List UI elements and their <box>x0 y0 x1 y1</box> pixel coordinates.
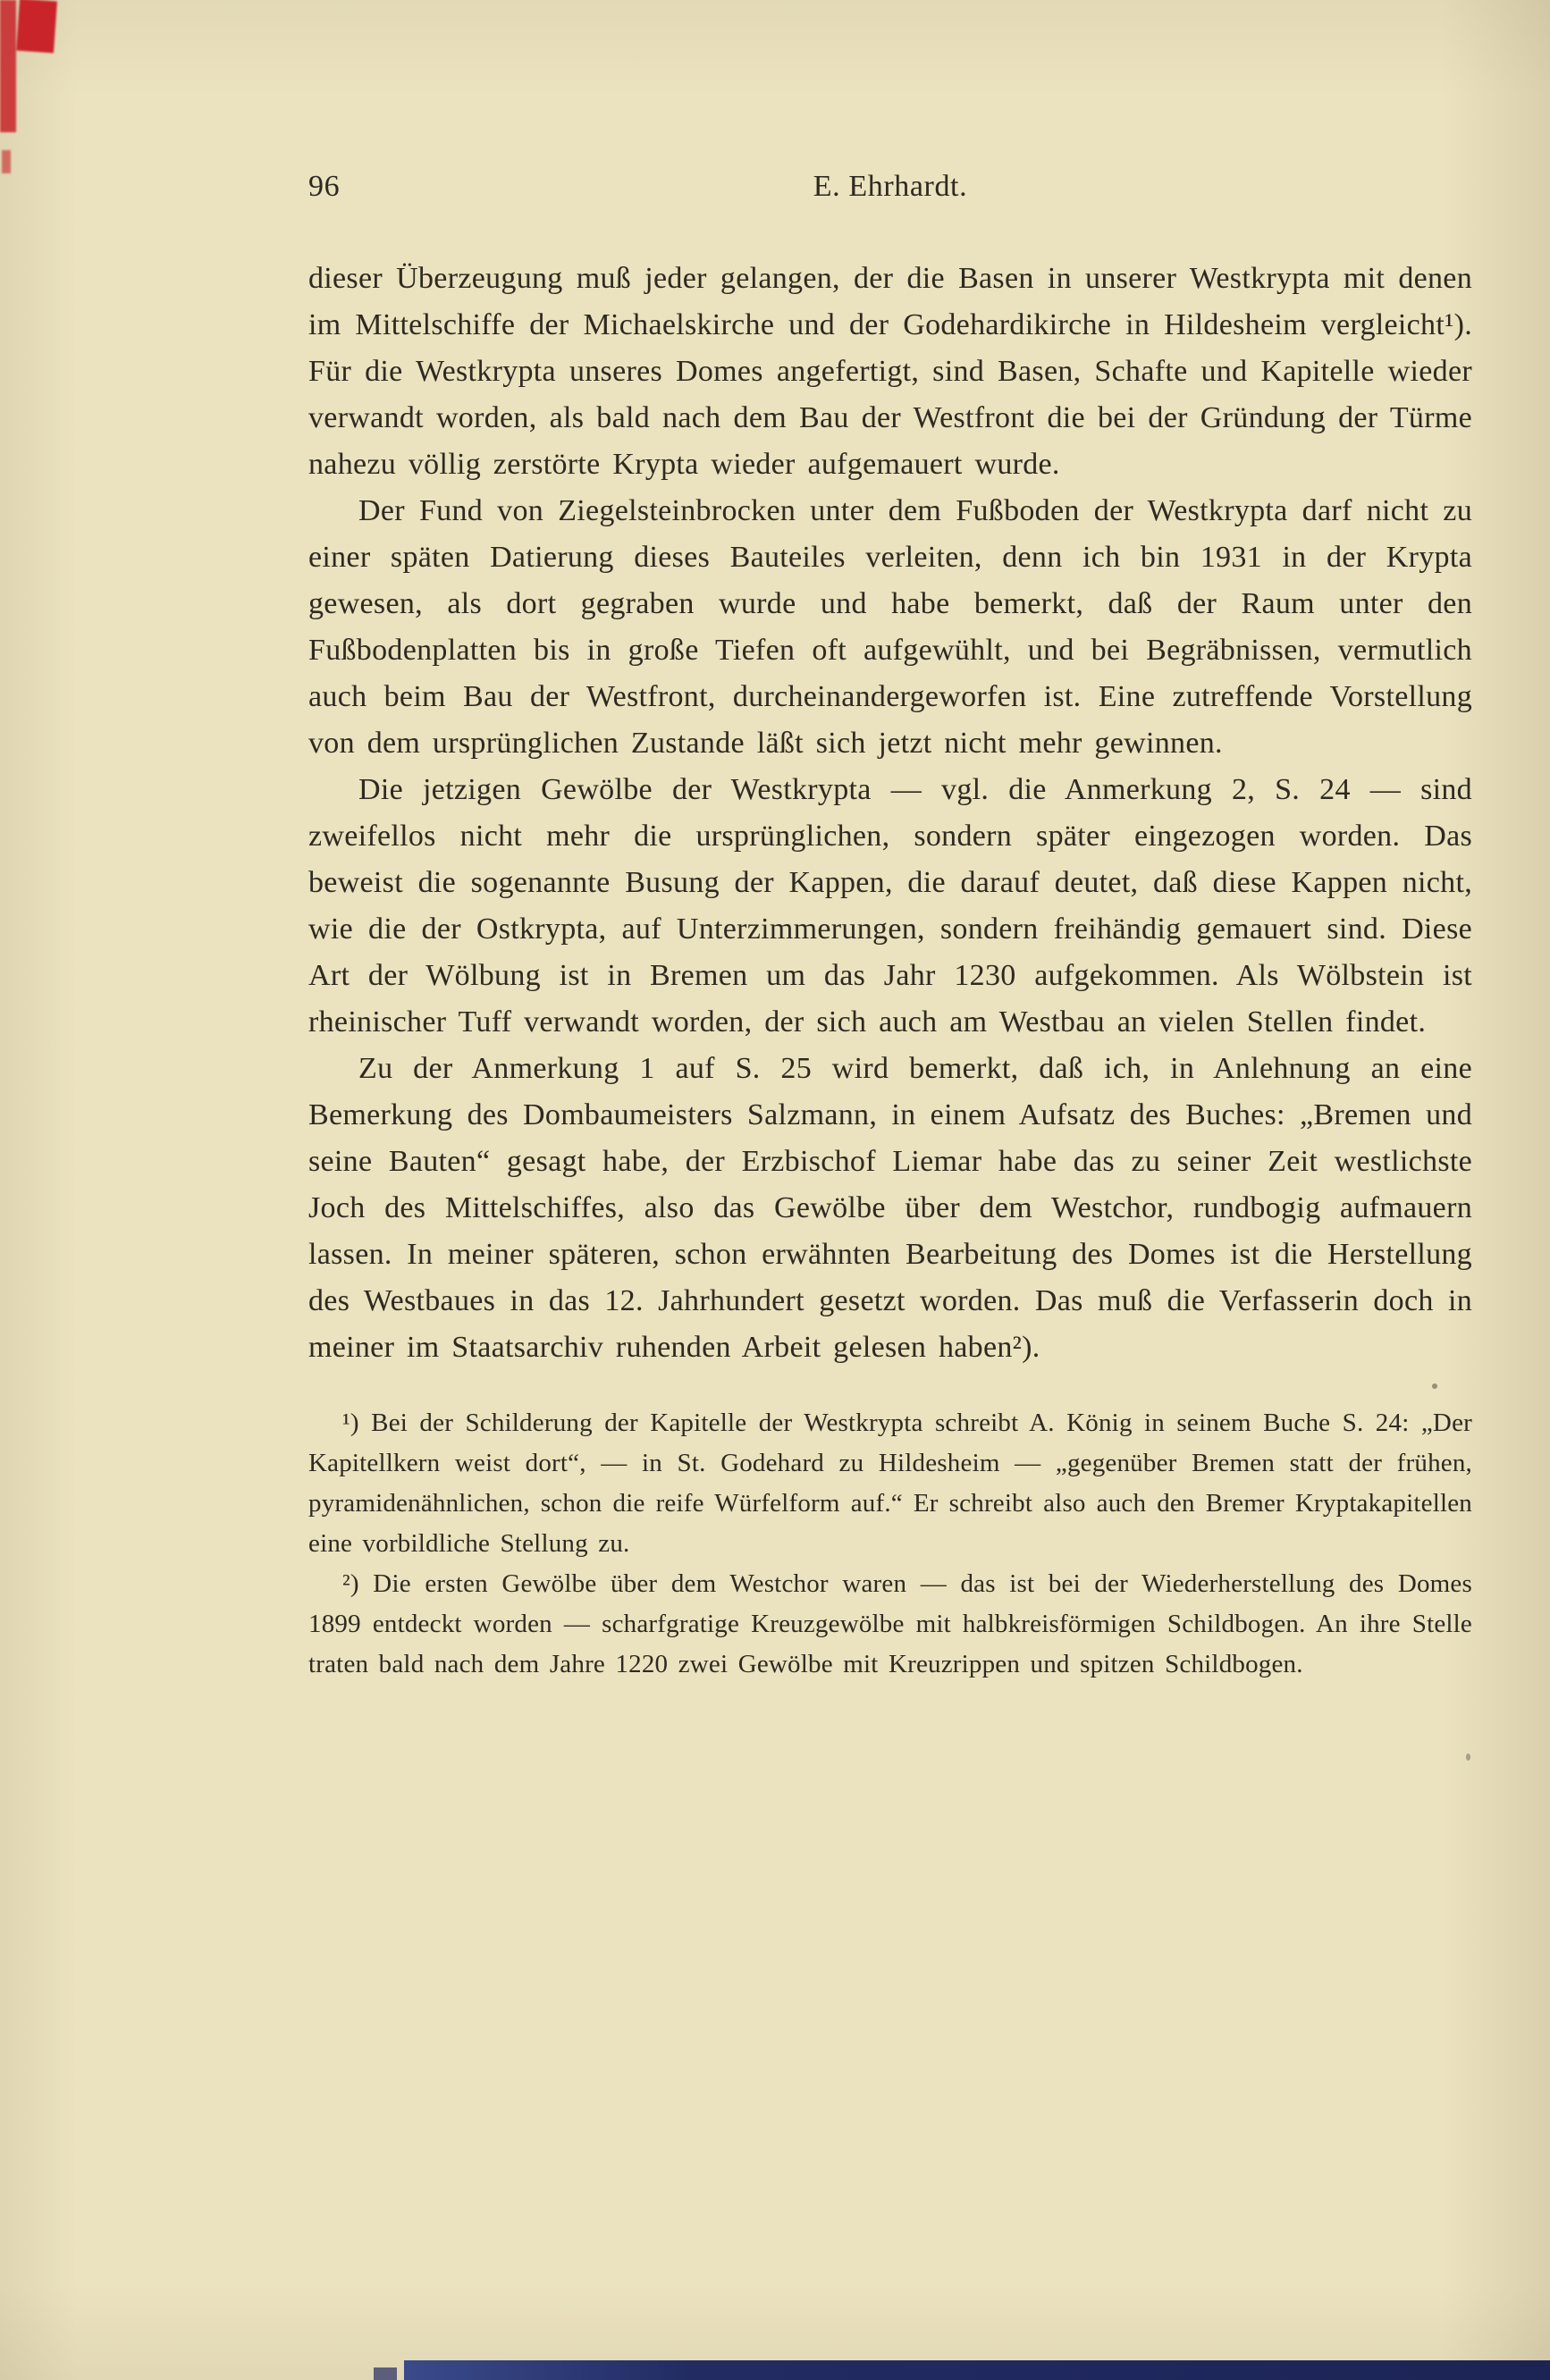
paragraph: Die jetzigen Gewölbe der Westkrypta — vgl. die Anmerkung 2, S. 24 — sind zweifellos nicht mehr die ursprünglichen, sondern später eingezogen worden. Das beweist die sogenannte Busung der Kappen, die darauf deutet, daß diese Kappen nicht, wie die der Ostkrypta, auf Unterzimmerungen, sondern freihändig gemauert sind. Diese Art der Wölbung ist in Bremen um das Jahr 1230 aufgekommen. Als Wölbstein ist rheinischer Tuff verwandt worden, der sich auch am Westbau an vielen Stellen findet. <box>308 773 1472 1039</box>
paragraph: Der Fund von Ziegelsteinbrocken unter dem Fußboden der Westkrypta darf nicht zu einer späten Datierung dieses Bauteiles verleiten, denn ich bin 1931 in der Krypta gewesen, als dort gegraben wurde und habe bemerkt, daß der Raum unter den Fußbodenplatten bis in große Tiefen oft aufgewühlt, und bei Begräbnissen, vermutlich auch beim Bau der Westfront, durcheinandergeworfen ist. Eine zutreffende Vorstellung von dem ursprünglichen Zustande läßt sich jetzt nicht mehr gewinnen. <box>308 494 1472 760</box>
text-block <box>308 170 1472 1685</box>
scan-artifact-red-left-edge <box>0 0 16 132</box>
scan-artifact-speck <box>1466 1753 1470 1761</box>
running-title: E. Ehrhardt. <box>813 170 968 203</box>
scan-artifact-red-left-edge-small <box>2 150 11 173</box>
scan-artifact-navy-bottom-stub <box>374 2367 397 2380</box>
page-header <box>308 170 1472 209</box>
scan-artifact-red-top-left <box>16 0 57 53</box>
paragraph: Zu der Anmerkung 1 auf S. 25 wird bemerkt, daß ich, in Anlehnung an eine Bemerkung des Dombaumeisters Salzmann, in einem Aufsatz des Buches: „Bremen und seine Bauten“ gesagt habe, der Erzbischof Liemar habe das zu seiner Zeit westlichste Joch des Mittelschiffes, also das Gewölbe über dem Westchor, rundbogig aufmauern lassen. In meiner späteren, schon erwähnten Bearbeitung des Domes ist die Herstellung des Westbaues in das 12. Jahrhundert gesetzt worden. Das muß die Verfasserin doch in meiner im Staatsarchiv ruhenden Arbeit gelesen haben²). <box>308 1052 1472 1364</box>
body-text <box>308 256 1472 1371</box>
paragraph: dieser Überzeugung muß jeder gelangen, der die Basen in unserer Westkrypta mit denen im Mittelschiffe der Michaelskirche und der Godehardikirche in Hildesheim vergleicht¹). Für die Westkrypta unseres Domes angefertigt, sind Basen, Schafte und Kapitelle wieder verwandt worden, als bald nach dem Bau der Westfront die bei der Gründung der Türme nahezu völlig zerstörte Krypta wieder aufgemauert wurde. <box>308 262 1472 481</box>
footnote: ¹) Bei der Schilderung der Kapitelle der Westkrypta schreibt A. König in seinem Buche S. 24: „Der Kapitellkern weist dort“, — in St. Godehard zu Hildesheim — „gegenüber Bremen statt der frühen, pyramidenähnlichen, schon die reife Würfelform auf.“ Er schreibt also auch den Bremer Kryptakapitellen eine vorbildliche Stellung zu. <box>308 1409 1472 1558</box>
footnotes <box>308 1403 1472 1685</box>
footnote: ²) Die ersten Gewölbe über dem Westchor waren — das ist bei der Wiederherstellung des Domes 1899 entdeckt worden — scharfgratige Kreuzgewölbe mit halbkreisförmigen Schildbogen. An ihre Stelle traten bald nach dem Jahre 1220 zwei Gewölbe mit Kreuzrippen und spitzen Schildbogen. <box>308 1569 1472 1678</box>
scan-artifact-navy-bottom-strip <box>404 2360 1550 2380</box>
page-number: 96 <box>308 170 341 203</box>
